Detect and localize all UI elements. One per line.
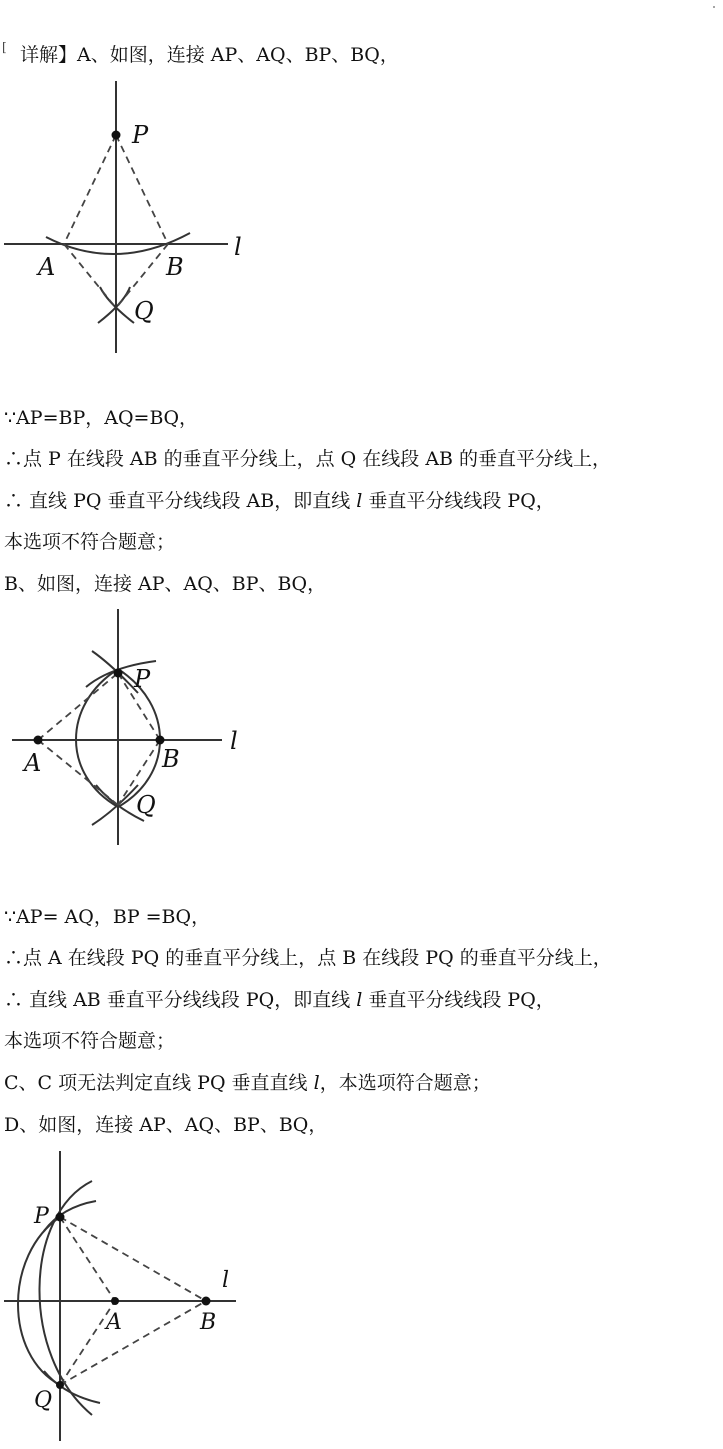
point-p (56, 1213, 65, 1222)
section-a-line-1: ∵AP=BP，AQ=BQ， (4, 407, 199, 429)
section-c-l: l (313, 1072, 320, 1094)
point-q (56, 1381, 64, 1389)
label-l: l (222, 1268, 230, 1293)
label-a: A (106, 1310, 122, 1335)
segment-ap (64, 135, 116, 244)
point-a (34, 736, 43, 745)
label-b: B (162, 745, 180, 773)
label-q: Q (134, 297, 154, 325)
figure-a-svg (0, 75, 260, 360)
section-d-heading: D、如图，连接 AP、AQ、BP、BQ， (4, 1114, 328, 1136)
segment-bq (60, 1301, 206, 1385)
point-b (156, 736, 165, 745)
arc-q-small (44, 1371, 100, 1403)
section-c-pre: C、C 项无法判定直线 PQ 垂直直线 (4, 1072, 314, 1094)
segment-bp (116, 135, 168, 244)
section-b-line-2: ∴点 A 在线段 PQ 的垂直平分线上，点 B 在线段 PQ 的垂直平分线上， (4, 947, 612, 969)
point-p (112, 131, 121, 140)
segment-ap (38, 673, 118, 740)
figure-b (0, 605, 260, 850)
section-a-line-3-post: 垂直平分线线段 PQ， (362, 490, 555, 512)
label-l: l (234, 233, 242, 261)
point-p (114, 669, 123, 678)
section-a-line-3 (4, 488, 555, 514)
segment-bp (60, 1217, 206, 1301)
section-b-conclusion: 本选项不符合题意； (4, 1030, 176, 1052)
section-a-line-3-l: l (356, 490, 363, 512)
figure-b-svg (0, 605, 260, 850)
section-a-line-3-pre: ∴ 直线 PQ 垂直平分线线段 AB，即直线 (4, 490, 357, 512)
section-b-line-3-pre: ∴ 直线 AB 垂直平分线线段 PQ，即直线 (4, 989, 357, 1011)
section-a-conclusion: 本选项不符合题意； (4, 531, 176, 553)
segment-aq (38, 740, 118, 805)
point-b (202, 1297, 211, 1306)
page-dot-mark (713, 6, 715, 8)
label-a: A (24, 749, 42, 777)
label-p: P (132, 121, 149, 149)
section-b-heading: B、如图，连接 AP、AQ、BP、BQ， (4, 573, 327, 595)
label-a: A (38, 253, 56, 281)
label-q: Q (34, 1388, 53, 1413)
section-a-heading: 详解】A、如图，连接 AP、AQ、BP、BQ， (20, 44, 399, 66)
label-l: l (230, 727, 238, 755)
label-q: Q (136, 791, 156, 819)
label-p: P (34, 1204, 49, 1229)
section-c-line (4, 1070, 491, 1096)
segment-ap (60, 1217, 115, 1301)
label-b: B (200, 1310, 217, 1335)
section-b-line-3 (4, 987, 555, 1013)
point-a (111, 1297, 119, 1305)
label-b: B (166, 253, 184, 281)
bracket-mark: [ (2, 40, 7, 54)
figure-a (0, 75, 260, 360)
section-b-line-3-l: l (356, 989, 363, 1011)
section-b-line-3-post: 垂直平分线线段 PQ， (362, 989, 555, 1011)
figure-d-svg (0, 1145, 260, 1445)
label-p: P (134, 665, 151, 693)
figure-d (0, 1145, 260, 1445)
section-c-post: ，本选项符合题意； (319, 1072, 491, 1094)
section-a-line-2: ∴点 P 在线段 AB 的垂直平分线上，点 Q 在线段 AB 的垂直平分线上， (4, 448, 612, 470)
section-b-line-1: ∵AP= AQ，BP =BQ， (4, 906, 211, 928)
